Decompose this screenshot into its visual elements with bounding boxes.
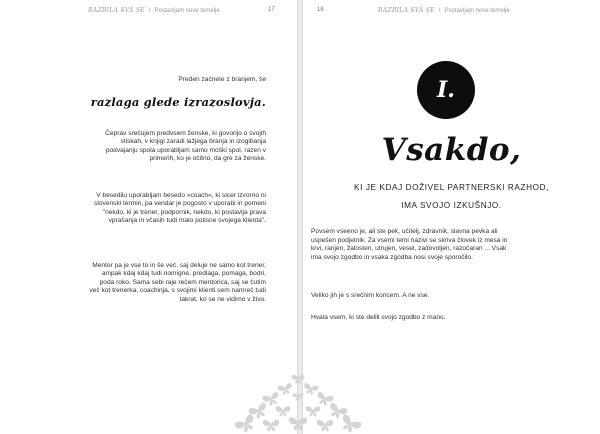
script-subtitle: razlaga glede izrazoslovja.: [90, 95, 266, 109]
left-paragraph-2: V besedilu uporabljam besedo »coach«, ki sicer izvorno ni slovenski termin, pa vendar je pogosto v uporabi in pomeni "nekdo, ki je trener, podpornik, nekdo, ki postavlja prava vprašanja in včasih tudi malo potisne svojega klienta".: [94, 192, 266, 225]
chapter-number: I.: [437, 77, 455, 103]
header-brand: RAZBILA SVA SE: [88, 7, 145, 14]
header-brand: RAZBILA SVA SE: [378, 7, 435, 14]
chapter-title: Vsakdo,: [381, 132, 522, 168]
butterfly-decoration-icon: [223, 368, 373, 434]
left-running-header: [88, 7, 220, 14]
left-paragraph-3: Mentor pa je vse to in še več, saj deluje ne samo kot trener, ampak kdaj kdaj tudi nomigne, predlaga, pomaga, bodri, poda roko. Sama sebi raje rečem mentorica, saj se čutim več kot trenerka, coachinja, s svojimi klienti sem namreč tudi takrat, ko se ne vidimo v živo.: [89, 262, 266, 303]
right-running-header: [378, 7, 510, 14]
intro-line: Preden začnete z branjem, še: [178, 76, 266, 83]
left-page-number: 17: [268, 7, 275, 13]
right-paragraph-3: Hvala vsem, ki ste delili svojo zgodbo z mano.: [311, 314, 446, 321]
chapter-subtitle-line-2: IMA SVOJO IZKUŠNJO.: [401, 201, 502, 210]
left-paragraph-1: Čeprav srečujem predvsem ženske, ki govorijo o svojih stiskah, v knjigi zaradi lažjega branja in izogibanja podvajanju spola uporabljam samo moški spol, razen v primerih, ko je očitno, da gre za ženske.: [105, 130, 266, 163]
chapter-subtitle-line-1: KI JE KDAJ DOŽIVEL PARTNERSKI RAZHOD,: [354, 183, 549, 192]
right-page-number: 18: [317, 7, 324, 13]
right-paragraph-2: Veliko jih je s srečnim koncem. A ne vse.: [311, 292, 430, 299]
chapter-number-circle: [417, 61, 475, 119]
header-title: Postavljam nove temelje: [154, 8, 220, 14]
header-title: Postavljam nove temelje: [444, 8, 510, 14]
header-separator: I: [149, 8, 151, 14]
right-paragraph-1: Povsem vseeno je, ali ste pek, učitelj, zdravnik, slavna pevka ali uspešen podjetnik. Za vsemi temi nazivi se skriva človek iz mesa in krvi, ranjen, žalosten, utrujen, vesel, zadovoljen, razočaran ... Vsak ima svojo zgodbo in vsaka zgodba nosi svoje sporočilo.: [311, 228, 508, 261]
header-separator: I: [439, 8, 441, 14]
